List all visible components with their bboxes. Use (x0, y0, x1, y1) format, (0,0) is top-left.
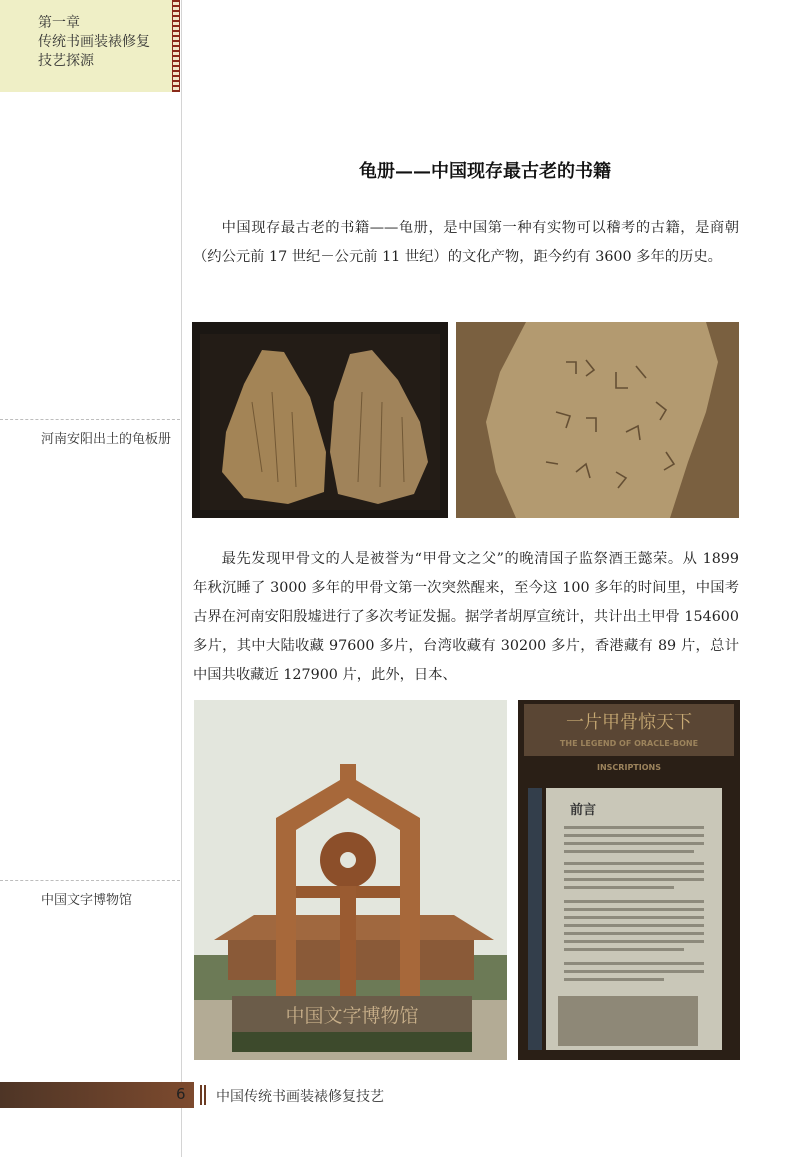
chapter-title-line-2: 技艺探源 (38, 53, 94, 69)
photo-inscription-closeup (456, 322, 739, 518)
museum-sign-text: 中国文字博物馆 (285, 1005, 419, 1027)
caption-text: 中国文字博物馆 (41, 893, 133, 908)
caption-turtle-shells (0, 419, 180, 447)
photo-exhibition-board (518, 700, 740, 1060)
chapter-number: 第一章 (38, 15, 80, 31)
decorative-fret-border (172, 0, 180, 92)
page-number: 6 (176, 1085, 186, 1103)
caption-museum (0, 880, 180, 908)
running-footer-title: 中国传统书画装裱修复技艺 (216, 1089, 384, 1105)
board-heading: 前言 (570, 803, 597, 818)
chapter-tab (0, 0, 172, 92)
board-title: 一片甲骨惊天下 (566, 712, 692, 733)
board-subtitle-1: THE LEGEND OF ORACLE-BONE (559, 739, 699, 748)
paragraph-intro: 中国现存最古老的书籍——龟册，是中国第一种有实物可以稽考的古籍，是商朝（约公元前 17 世纪－公元前 11 世纪）的文化产物，距今约有 3600 多年的历史。 (193, 220, 739, 265)
margin-divider (181, 0, 182, 1157)
photo-museum-gate (194, 700, 507, 1060)
footer-separator (200, 1085, 206, 1105)
board-subtitle-2: INSCRIPTIONS (597, 763, 661, 772)
paragraph-discovery: 最先发现甲骨文的人是被誉为“甲骨文之父”的晚清国子监祭酒王懿荣。从 1899 年秋沉睡了 3000 多年的甲骨文第一次突然醒来，至今这 100 多年的时间里，中国考古界在河南安阳殷墟进行了多次考证发掘。据学者胡厚宣统计，共计出土甲骨 154600 多片，其中大陆收藏 97600 多片，台湾收藏有 30200 多片，香港藏有 89 片，总计中国共收藏近 127900 片，此外，日本、 (193, 551, 739, 683)
photo-turtle-shell-pair (192, 322, 448, 518)
chapter-title-line-1: 传统书画装裱修复 (38, 34, 150, 50)
chapter-heading (38, 14, 150, 71)
footer-bar (0, 1082, 194, 1108)
caption-text: 河南安阳出土的龟板册 (41, 432, 172, 447)
article-title: 龟册——中国现存最古老的书籍 (359, 161, 611, 182)
